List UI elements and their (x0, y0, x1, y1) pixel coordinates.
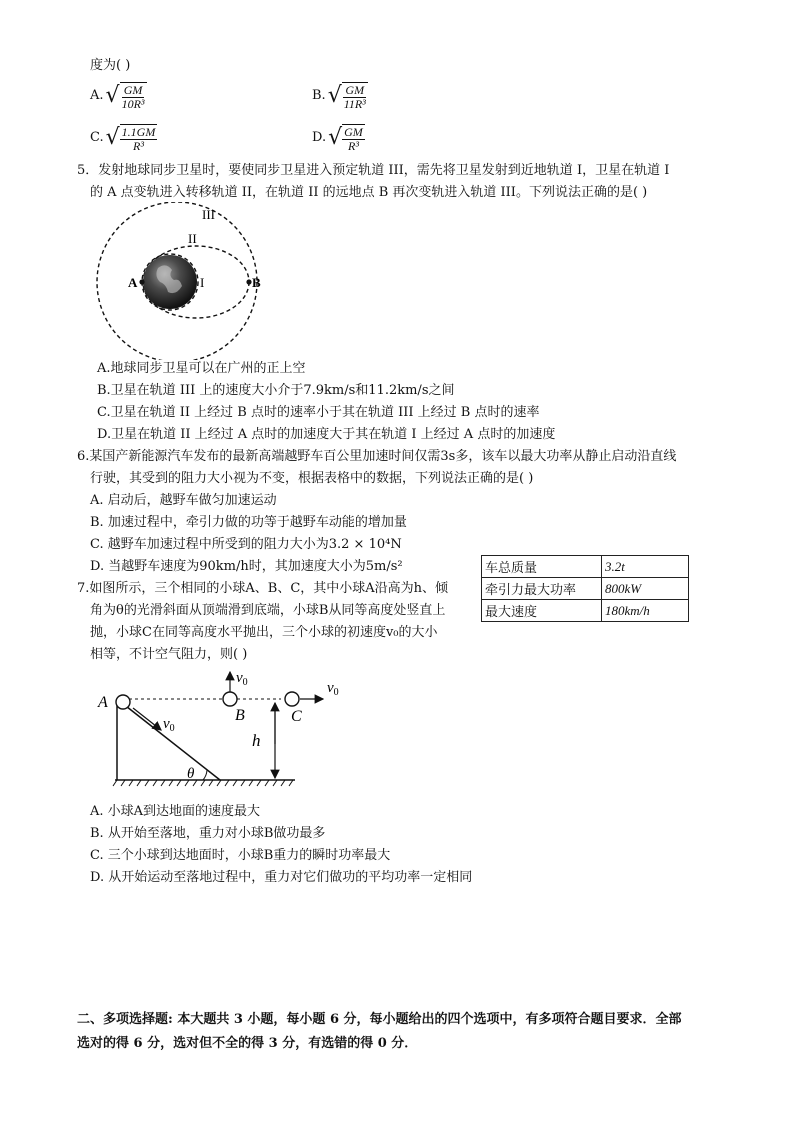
option-label: B. (312, 88, 326, 103)
table-row (482, 556, 689, 578)
label-v0-a: $v_0$ (163, 716, 175, 734)
spec-label: 牵引力最大功率 (482, 578, 602, 600)
label-theta: θ (187, 766, 195, 782)
q5-option-d: D.卫星在轨道 II 上经过 A 点时的加速度大于其在轨道 I 上经过 A 点时的加速度 (97, 427, 556, 442)
q4-stem-tail: 度为( ) (90, 58, 131, 73)
q6-option-d: D. 当越野车速度为90km/h时，其加速度大小为5m/s² (90, 559, 403, 574)
label-b: B (235, 707, 245, 724)
label-b: B (252, 275, 261, 290)
q4-option-b: B. √ $\frac{GM}{\text{11R³}}$ (312, 82, 366, 111)
spec-label: 最大速度 (482, 600, 602, 622)
denominator: 10R³ (121, 96, 145, 111)
q4-option-c: C. √ $\frac{1.1GM}{\text{R³}}$ (90, 124, 156, 153)
table-row (482, 600, 689, 622)
q5-option-c: C.卫星在轨道 II 上经过 B 点时的速率小于其在轨道 III 上经过 B 点时的速率 (97, 405, 540, 420)
point-b (246, 279, 251, 284)
q7-stem-line2: 角为θ的光滑斜面从顶端滑到底端，小球B从同等高度处竖直上 (90, 603, 446, 618)
q5-option-b: B.卫星在轨道 III 上的速度大小介于7.9km/s和11.2km/s之间 (97, 383, 455, 398)
q5-stem-line1: 5．发射地球同步卫星时，要使同步卫星进入预定轨道 III，需先将卫星发射到近地轨道 I，卫星在轨道 I (77, 163, 670, 178)
label-iii: III (202, 207, 215, 222)
q6-stem-line2: 行驶，其受到的阻力大小视为不变，根据表格中的数据，下列说法正确的是( ) (90, 471, 534, 486)
spec-label: 车总质量 (482, 556, 602, 578)
label-h: h (252, 731, 261, 750)
section2-heading-line2: 选对的得 6 分，选对但不全的得 3 分，有选错的得 0 分． (77, 1036, 418, 1051)
numerator: GM (123, 82, 143, 97)
denominator: 11R³ (343, 96, 366, 111)
spec-value: 800kW (602, 578, 689, 600)
q4-option-d: D. √ $\frac{GM}{\text{R³}}$ (312, 124, 363, 153)
ball-c (285, 692, 299, 706)
numerator: GM (344, 124, 363, 139)
incline-diagram (95, 668, 360, 790)
incline-slope (117, 699, 220, 780)
spec-value: 3.2t (602, 556, 689, 578)
q7-option-b: B. 从开始至落地，重力对小球B做功最多 (90, 826, 326, 841)
q7-stem-line3: 抛，小球C在同等高度水平抛出，三个小球的初速度v₀的大小 (90, 625, 438, 640)
ground-hatching (113, 780, 293, 786)
q6-option-c: C. 越野车加速过程中所受到的阻力大小为3.2 × 10⁴N (90, 537, 402, 552)
q6-option-a: A. 启动后，越野车做匀加速运动 (90, 493, 277, 508)
spec-value: 180km/h (602, 600, 689, 622)
option-label: A. (90, 88, 104, 103)
q4-option-a: A. √ $\frac{GM}{\text{10R³}}$ (90, 82, 145, 111)
label-c: C (291, 708, 302, 725)
q7-option-d: D. 从开始运动至落地过程中，重力对它们做功的平均功率一定相同 (90, 870, 473, 885)
q7-option-c: C. 三个小球到达地面时，小球B重力的瞬时功率最大 (90, 848, 391, 863)
label-a: A (98, 694, 108, 711)
numerator: GM (345, 82, 365, 97)
q5-stem-line2: 的 A 点变轨进入转移轨道 II，在轨道 II 的远地点 B 再次变轨进入轨道 III。下列说法正确的是( ) (90, 185, 648, 200)
option-label: C. (90, 130, 104, 145)
q5-option-a: A.地球同步卫星可以在广州的正上空 (97, 361, 306, 376)
point-a (139, 279, 144, 284)
velocity-arrow-a (133, 708, 161, 730)
label-i: I (200, 275, 205, 290)
orbit-diagram (90, 202, 265, 360)
ball-b (223, 692, 237, 706)
label-a: A (128, 275, 138, 290)
table-row (482, 578, 689, 600)
denominator: R³ (347, 138, 359, 153)
numerator: 1.1GM (121, 124, 156, 139)
q6-option-b: B. 加速过程中，牵引力做的功等于越野车动能的增加量 (90, 515, 407, 530)
theta-arc (203, 770, 207, 780)
option-label: D. (312, 130, 327, 145)
label-ii: II (188, 231, 197, 246)
vehicle-spec-table (481, 555, 689, 622)
q7-stem-line4: 相等，不计空气阻力，则( ) (90, 647, 248, 662)
q7-stem-line1: 7.如图所示，三个相同的小球A、B、C，其中小球A沿高为h、倾 (77, 581, 449, 596)
denominator: R³ (133, 138, 144, 153)
label-v0-c: $v_0$ (327, 680, 339, 698)
q7-option-a: A. 小球A到达地面的速度最大 (90, 804, 261, 819)
q6-stem-line1: 6.某国产新能源汽车发布的最新高端越野车百公里加速时间仅需3s多，该车以最大功率从静止启动沿直线 (77, 449, 677, 464)
section2-heading-line1: 二、多项选择题: 本大题共 3 小题，每小题 6 分，每小题给出的四个选项中，有多项符合题目要求．全部 (77, 1012, 682, 1027)
ball-a (116, 695, 130, 709)
label-v0-b: $v_0$ (236, 670, 248, 688)
